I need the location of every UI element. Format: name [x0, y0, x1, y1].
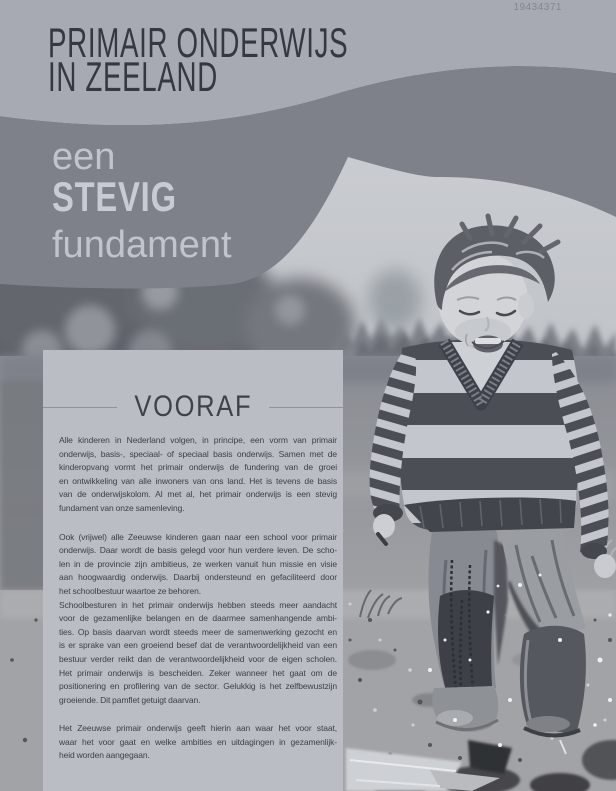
title-line-2: IN ZEELAND	[48, 53, 218, 100]
body-text-line: waar het voor gaat en welke ambities en uitdagingen in gezamenlijk-	[59, 736, 337, 747]
body-text-line: is er sprake van een groeiend besef dat de verantwoordelijkheid van een	[59, 640, 337, 651]
body-text-line: kinderopvang vormt het primair onderwijs de fundering van de groei	[59, 462, 337, 473]
body-text-line: Ook (vrijwel) alle Zeeuwse kinderen gaan naar een school voor primair	[59, 531, 337, 542]
band-subtitle-line-3: fundament	[52, 224, 232, 266]
body-text-line: fundament van onze samenleving.	[59, 502, 185, 513]
vooraf-heading-row	[43, 390, 343, 424]
title-line-1: PRIMAIR ONDERWIJS	[48, 19, 349, 66]
body-text-line: Schoolbesturen in het primair onderwijs hebben steeds meer aandacht	[59, 599, 337, 610]
body-text-line: Het primair onderwijs is bescheiden. Zeker wanneer het gaat om de	[59, 667, 337, 678]
band-subtitle-line-1: een	[52, 136, 116, 178]
body-text-line: Alle kinderen in Nederland volgen, in principe, een vorm van primair	[59, 435, 337, 445]
body-text-line: en ontwikkeling van alle inwoners van ons land. Het is tevens de basis	[59, 475, 337, 486]
body-text-line: ties. Op basis daarvan wordt steeds meer de samenwerking gezocht en	[59, 626, 337, 637]
body-text-line: voor de gezamenlijke belangen en de daarmee samenhangende ambi-	[59, 613, 337, 624]
document-number: 19434371	[513, 2, 562, 13]
body-text	[59, 434, 337, 763]
vooraf-panel	[43, 350, 343, 791]
body-text-line: onderwijs. Daar wordt de basis gelegd voor hun verdere leven. De scho-	[59, 545, 337, 556]
body-text-line: aan hoogwaardig onderwijs. Daarbij ondersteund en gefaciliteerd door	[59, 572, 337, 583]
body-text-line: bestuur verder reikt dan de verantwoordelijkheid voor de eigen scholen.	[59, 653, 337, 664]
body-text-line: onderwijs, basis-, speciaal- of speciaal basis onderwijs. Samen met de	[59, 448, 337, 459]
heading-rule-right	[269, 407, 343, 408]
band-subtitle	[52, 138, 232, 265]
body-text-line: len in de provincie zijn ambitieus, ze werken vanuit hun missie en visie	[59, 558, 337, 569]
body-text-line: groeiende. Dit pamflet getuigt daarvan.	[59, 694, 201, 705]
body-text-line: het schoolbestuur waartoe ze behoren.	[59, 585, 202, 596]
body-text-line: van de onderwijskolom. Al met al, het primair onderwijs is een stevig	[59, 489, 337, 500]
heading-rule-left	[43, 407, 117, 408]
vooraf-heading: VOORAF	[134, 390, 252, 423]
band-subtitle-line-2: STEVIG	[52, 173, 177, 220]
body-text-line: heid worden aangegaan.	[59, 750, 150, 761]
body-text-line: positionering en profilering van de sector. Gelukkig is het zelfbewustzijn	[59, 681, 337, 692]
body-text-line: Het Zeeuwse primair onderwijs geeft hierin aan waar het voor staat,	[59, 723, 337, 734]
page-title	[48, 19, 349, 100]
